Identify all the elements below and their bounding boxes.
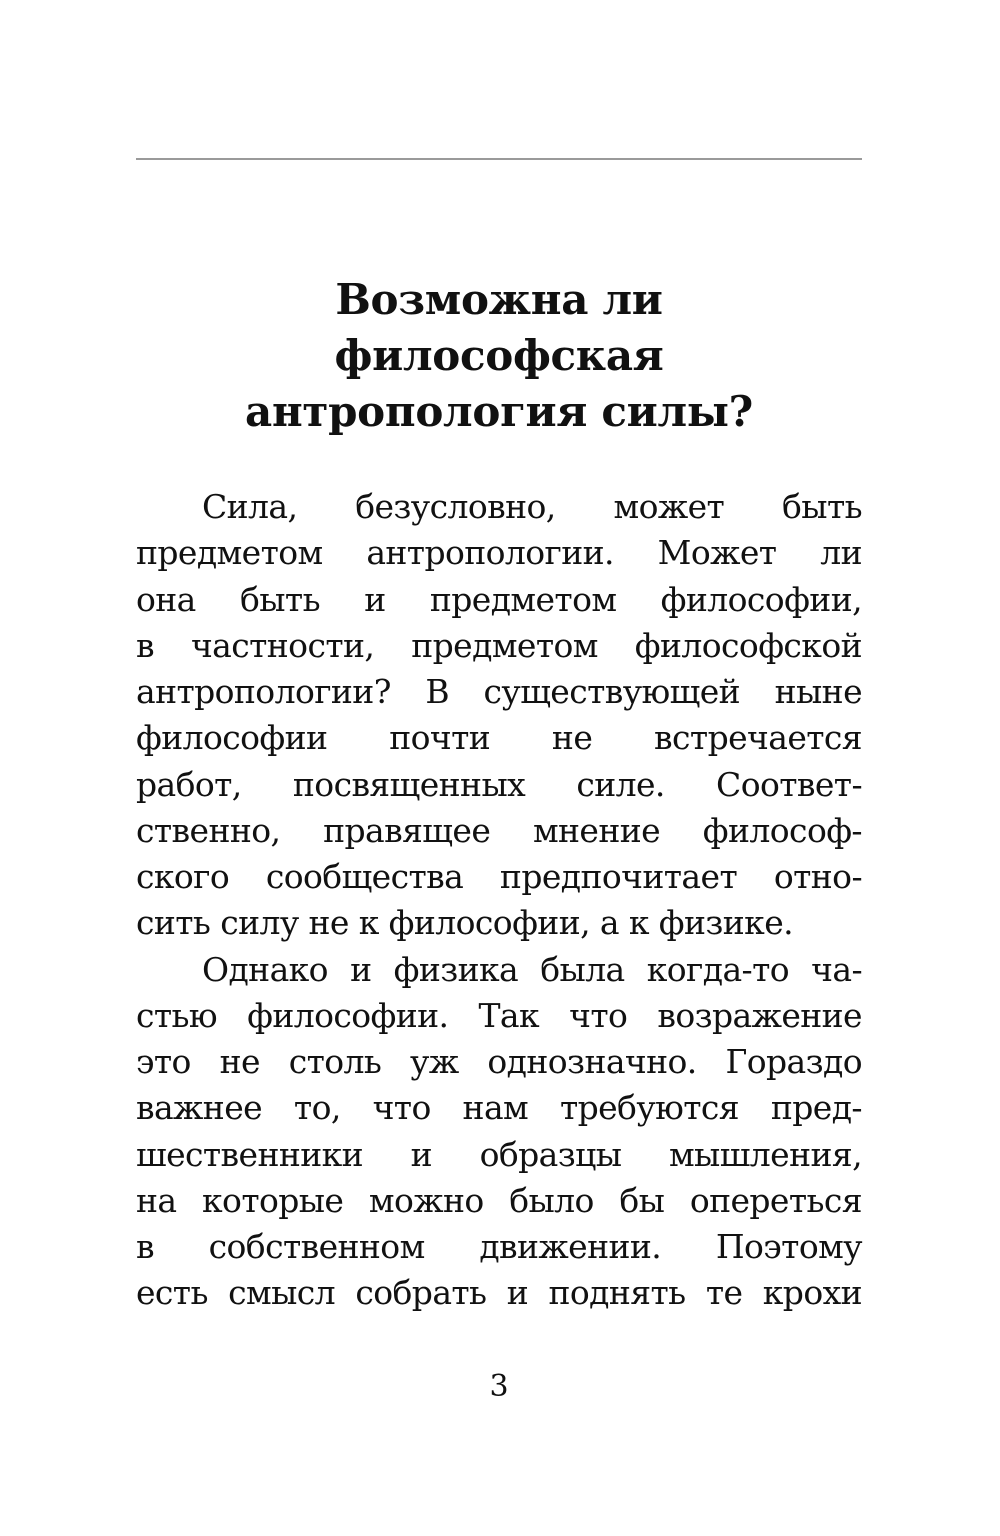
paragraph-1-line: предметом антропологии. Может ли bbox=[136, 533, 862, 573]
paragraph-1-line: она быть и предметом философии, bbox=[136, 579, 862, 619]
paragraph-2-line: это не столь уж однозначно. Гораздо bbox=[136, 1042, 862, 1081]
paragraph-1-line: в частности, предметом философской bbox=[136, 625, 862, 665]
paragraph-1-line: антропологии? В существующей ныне bbox=[136, 672, 862, 711]
paragraph-2-line: в собственном движении. Поэтому bbox=[136, 1227, 862, 1266]
chapter-title-line: философская bbox=[334, 331, 664, 380]
chapter-title-line: Возможна ли bbox=[335, 275, 663, 324]
paragraph-2-line: шественники и образцы мышления, bbox=[136, 1134, 862, 1174]
paragraph-1-line: работ, посвященных силе. Соответ- bbox=[136, 764, 862, 804]
paragraph-2-line: важнее то, что нам требуются пред- bbox=[136, 1088, 862, 1128]
paragraph-2-line: есть смысл собрать и поднять те крохи bbox=[136, 1273, 862, 1313]
paragraph-1-line: философии почти не встречается bbox=[136, 718, 862, 758]
paragraph-2-line: на которые можно было бы опереться bbox=[136, 1180, 862, 1220]
header-rule bbox=[136, 158, 862, 160]
paragraph-1-line: Сила, безусловно, может быть bbox=[202, 487, 862, 526]
paragraph-1-line: ственно, правящее мнение философ- bbox=[136, 810, 862, 850]
chapter-title-line: антропология силы? bbox=[245, 387, 753, 436]
body-text bbox=[136, 484, 862, 1317]
page-number: 3 bbox=[489, 1369, 509, 1404]
chapter-title bbox=[136, 272, 862, 440]
paragraph-1-last-line: сить силу не к философии, а к физике. bbox=[136, 903, 794, 943]
paragraph-2-line: стью философии. Так что возражение bbox=[136, 995, 862, 1035]
paragraph-1-line: ского сообщества предпочитает отно- bbox=[136, 857, 862, 896]
paragraph-2-line: Однако и физика была когда-то ча- bbox=[202, 949, 862, 989]
